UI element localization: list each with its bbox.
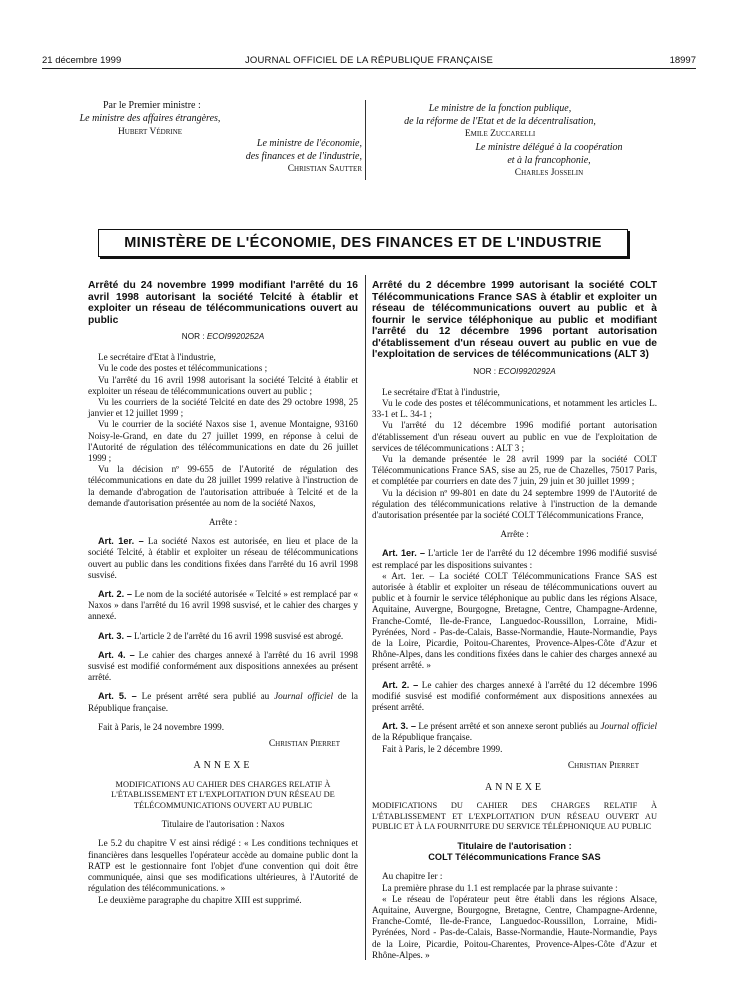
foreign-minister-name: Hubert Védrine: [117, 126, 183, 137]
article-label: Art. 1er. –: [98, 536, 144, 547]
arrete-heading: Arrête :: [500, 529, 529, 540]
arrete-heading: Arrête :: [208, 517, 238, 528]
article-text: Le nom de la société autorisée « Telcité » est remplacé par « Naxos » dans l'arrêté du 16 avril 1998 susvisé, et le cahier des charges y annexé.: [88, 589, 358, 622]
article-label: Art. 4. –: [98, 649, 135, 660]
preamble-paragraph: Vu le courrier de la société Naxos sise 1, avenue Montaigne, 93160 Noisy-le-Grand, en date du 27 juillet 1999, en réponse à celui de l'Autorité de régulation des télécommunications en date du 26 juillet 1999 ;: [88, 419, 358, 464]
article-text: Le cahier des charges annexé à l'arrêté du 12 décembre 1996 modifié susvisé est modifié conformément aux dispositions annexées au présent arrêté.: [372, 679, 657, 712]
nor-code: ECOI9920292A: [498, 366, 556, 376]
article-text: L'article 2 de l'arrêté du 16 avril 1998 susvisé est abrogé.: [131, 630, 344, 641]
article-label: Art. 3. –: [98, 630, 132, 641]
signature-divider: [365, 100, 366, 180]
article-1: [88, 536, 358, 581]
header-rule: [42, 68, 696, 69]
chapter-heading: Au chapitre Ier :: [382, 871, 443, 882]
article-text: Le présent arrêté sera publié au: [136, 691, 275, 702]
public-service-minister-name: Emile Zuccarelli: [464, 129, 536, 139]
cooperation-minister-title-1: Le ministre délégué à la coopération: [475, 142, 623, 153]
article-text: de la République française.: [372, 732, 472, 743]
public-service-minister-title-1: Le ministre de la fonction publique,: [428, 103, 572, 114]
column-divider: [365, 275, 366, 960]
header-journal-title: JOURNAL OFFICIEL DE LA RÉPUBLIQUE FRANÇAISE: [244, 55, 494, 66]
cooperation-minister-signature: [440, 142, 658, 180]
economy-minister-signature: [190, 138, 362, 176]
article-label: Art. 3. –: [382, 721, 416, 732]
ministry-heading: MINISTÈRE DE L'ÉCONOMIE, DES FINANCES ET DE L'INDUSTRIE: [124, 235, 602, 251]
modification-paragraph: « Le réseau de l'opérateur peut être établi dans les régions Alsace, Aquitaine, Auvergne, Bourgogne, Bretagne, Centre, Champagne-Ardenne, Franche-Comté, Ile-de-France, Languedoc-Roussillon, Lorraine, Midi-Pyrénées, Nord - Pas-de-Calais, Basse-Normandie, Haute-Normandie, Pays de la Loire, Picardie, Poitou-Charentes, Provence-Alpes-Côte d'Azur et Rhône-Alpes. »: [372, 893, 657, 960]
place-date: Fait à Paris, le 2 décembre 1999.: [382, 743, 503, 754]
economy-minister-title-2: des finances et de l'industrie,: [245, 150, 362, 162]
article-1-quote: « Art. 1er. – La société COLT Télécommunications France SAS est autorisée à établir et exploiter un réseau de télécommunications ouvert au public et à fournir le service téléphonique au public dans les régions Alsace, Aquitaine, Auvergne, Bourgogne, Bretagne, Centre, Champagne-Ardenne, Franche-Comté, Ile-de-France, Languedoc-Roussillon, Lorraine, Midi-Pyrénées, Nord - Pas-de-Calais, Basse-Normandie, Haute-Normandie, Pays de la Loire, Picardie, Poitou-Charentes, Provence-Alpes-Côte d'Azur et Rhône-Alpes, dans les conditions fixées dans le cahier des charges annexé au présent arrêté. »: [372, 570, 657, 671]
header-page-number: 18997: [669, 55, 696, 66]
nor-label: NOR :: [473, 366, 499, 376]
article-text: La société Naxos est autorisée, en lieu et place de la société Telcité, à établir et exploiter un réseau de télécommunications ouvert au public dans les conditions fixées dans l'arrêté du 16 avril 1998 susvisé.: [88, 536, 358, 580]
article-2: [372, 680, 657, 714]
right-column: [372, 280, 657, 961]
article-label: Art. 5. –: [98, 691, 137, 702]
running-header: [42, 55, 696, 69]
public-service-minister-signature: [370, 103, 630, 141]
preamble-paragraph: Vu le code des postes et télécommunications ;: [98, 363, 268, 374]
article-1: [372, 548, 657, 570]
economy-minister-name: Christian Sautter: [287, 164, 362, 174]
article-text: L'article 1er de l'arrêté du 12 décembre 1996 modifié susvisé est remplacé par les dispositions suivantes :: [372, 548, 657, 570]
authorisation-holder-name: COLT Télécommunications France SAS: [428, 852, 601, 863]
economy-minister-title-1: Le ministre de l'économie,: [256, 138, 362, 149]
cooperation-minister-name: Charles Josselin: [514, 168, 584, 178]
nor-reference: [88, 331, 358, 342]
journal-name: Journal officiel: [274, 691, 334, 702]
preamble-paragraph: Vu l'arrêté du 12 décembre 1996 modifié portant autorisation d'établissement d'un réseau ouvert au public en vue de l'exploitation de services de télécommunications : ALT 3 ;: [372, 420, 657, 453]
preamble-paragraph: Le secrétaire d'Etat à l'industrie,: [98, 352, 216, 363]
annex-title: MODIFICATIONS AU CAHIER DES CHARGES RELATIF À L'ÉTABLISSEMENT ET L'EXPLOITATION D'UN RÉSEAU DE TÉLÉCOMMUNICATIONS OUVERT AU PUBLIC: [111, 779, 335, 810]
annex-title: MODIFICATIONS DU CAHIER DES CHARGES RELATIF À L'ÉTABLISSEMENT ET L'EXPLOITATION D'UN RÉSEAU OUVERT AU PUBLIC ET À LA FOURNITURE DU SERVICE TÉLÉPHONIQUE AU PUBLIC: [372, 801, 657, 832]
article-text: Le cahier des charges annexé à l'arrêté du 16 avril 1998 susvisé est modifié conformément aux dispositions annexées au présent arrêté.: [88, 649, 359, 683]
cooperation-minister-title-2: et à la francophonie,: [507, 154, 591, 166]
signer-name: Christian Pierret: [567, 760, 639, 771]
nor-reference: [372, 366, 657, 377]
preamble-paragraph: Vu la décision nº 99-655 de l'Autorité de régulation des télécommunications en date du 28 juillet 1999 relative à l'instruction de la demande d'abrogation de l'autorisation attribuée à Telcité et de la demande d'autorisation présentée au nom de la société Naxos,: [88, 464, 358, 508]
authorisation-holder-label: Titulaire de l'autorisation :: [457, 840, 572, 851]
foreign-minister-signature: [60, 113, 240, 138]
public-service-minister-title-2: de la réforme de l'Etat et de la décentralisation,: [404, 115, 596, 127]
preamble-paragraph: Le secrétaire d'Etat à l'industrie,: [382, 386, 500, 397]
article-text: de la République française.: [88, 691, 358, 713]
article-label: Art. 2. –: [382, 679, 419, 690]
header-date: 21 décembre 1999: [42, 55, 122, 66]
signer-name: Christian Pierret: [268, 739, 340, 750]
annex-heading: ANNEXE: [484, 782, 545, 793]
decree-title: Arrêté du 2 décembre 1999 autorisant la société COLT Télécommunications France SAS à établir et exploiter un réseau de télécommunications ouvert au public et à fournir le service téléphonique au public et modifiant l'arrêté du 12 décembre 1996 portant autorisation d'établissement d'un réseau ouvert au public en vue de l'exploitation de services de télécommunications (ALT 3): [372, 280, 657, 360]
foreign-minister-title: Le ministre des affaires étrangères,: [79, 113, 221, 124]
nor-label: NOR :: [181, 332, 207, 341]
preamble-paragraph: Vu l'arrêté du 16 avril 1998 autorisant la société Telcité à établir et exploiter un réseau de télécommunications ouvert au public ;: [88, 374, 358, 396]
article-3: [88, 631, 358, 642]
modification-paragraph: Le 5.2 du chapitre V est ainsi rédigé : « Les conditions techniques et financières dans lesquelles l'opérateur accède au domaine public dont la RATP est le gestionnaire font l'objet d'une convention qui doit être communiquée, ainsi que ses modifications ultérieures, à l'Autorité de régulation des télécommunications. »: [88, 838, 358, 894]
annex-heading: ANNEXE: [193, 760, 253, 772]
article-label: Art. 1er. –: [382, 548, 426, 559]
place-date: Fait à Paris, le 24 novembre 1999.: [98, 721, 225, 732]
preamble-paragraph: Vu la demande présentée le 28 avril 1999 par la société COLT Télécommunications France SAS, sise au 25, rue de Chazelles, 75017 Paris, et complétée par courriers en date des 7 juin, 29 juin et 30 juillet 1999 ;: [372, 453, 657, 487]
article-3: [372, 721, 657, 743]
article-label: Art. 2. –: [98, 589, 133, 600]
article-4: [88, 650, 358, 684]
preamble-paragraph: Vu les courriers de la société Telcité en date des 29 octobre 1998, 25 janvier et 12 juillet 1999 ;: [88, 397, 358, 419]
article-text: Le présent arrêté et son annexe seront publiés au: [415, 721, 601, 732]
nor-code: ECOI9920252A: [206, 332, 265, 341]
left-column: [88, 280, 358, 906]
preamble-paragraph: Vu la décision nº 99-801 en date du 24 septembre 1999 de l'Autorité de régulation des télécommunications relative à l'instruction de la demande d'autorisation présentée par la société COLT Télécommunications France,: [372, 487, 657, 520]
modification-paragraph: La première phrase du 1.1 est remplacée par la phrase suivante :: [382, 882, 618, 893]
journal-name: Journal officiel: [600, 721, 658, 732]
ministry-heading-box: [98, 229, 628, 257]
article-2: [88, 589, 358, 623]
article-5: [88, 691, 358, 713]
authorisation-holder: Titulaire de l'autorisation : Naxos: [161, 819, 285, 830]
preamble-paragraph: Vu le code des postes et télécommunications, et notamment les articles L. 33-1 et L. 34-1 ;: [372, 397, 657, 420]
modification-paragraph: Le deuxième paragraphe du chapitre XIII est supprimé.: [98, 894, 302, 905]
decree-title: Arrêté du 24 novembre 1999 modifiant l'arrêté du 16 avril 1998 autorisant la société Telcité à établir et exploiter un réseau de télécommunications ouvert au public: [88, 280, 358, 326]
pm-signature-label: Par le Premier ministre :: [103, 100, 201, 111]
